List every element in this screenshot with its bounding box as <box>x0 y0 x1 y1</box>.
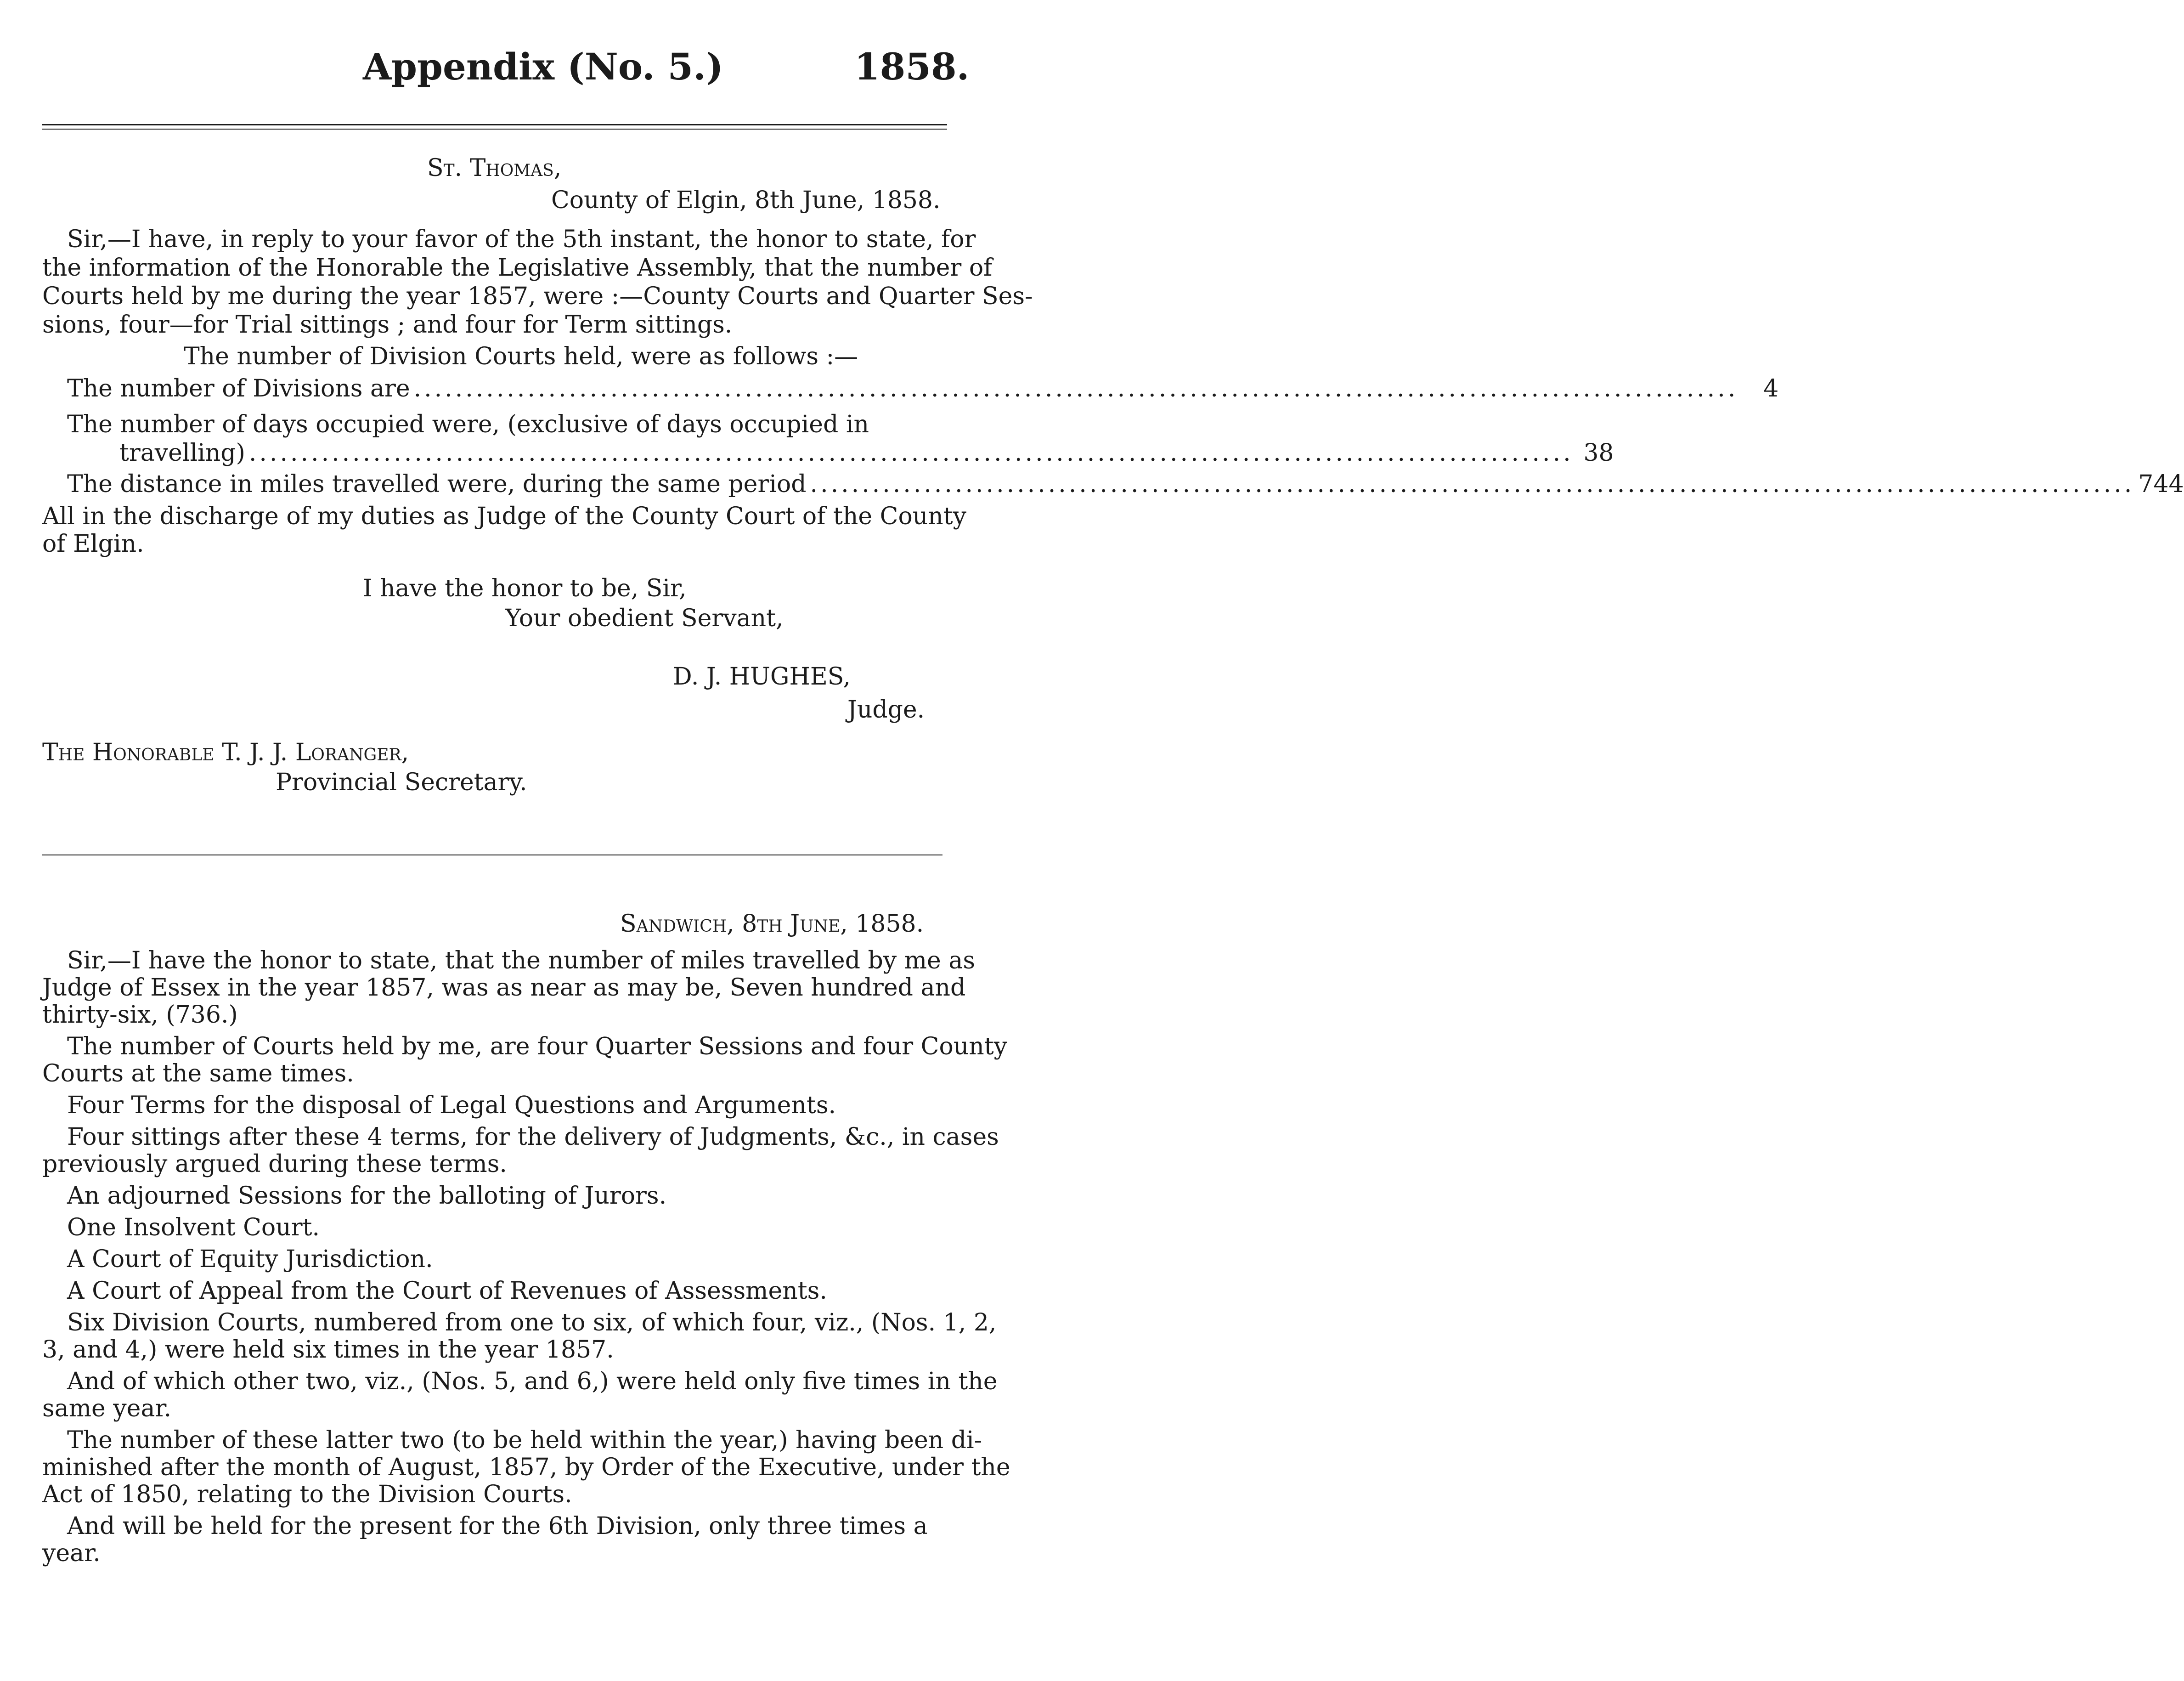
letter2-paragraph-first-line: Four sittings after these 4 terms, for the delivery of Judgments, &c., in cases <box>67 1123 999 1151</box>
letter2-paragraph-line: previously argued during these terms. <box>42 1150 507 1178</box>
letter1-body-line: the information of the Honorable the Legislative Assembly, that the number of <box>42 254 993 282</box>
page-year: 1858. <box>854 45 970 88</box>
division-intro: The number of Division Courts held, were as follows :— <box>184 343 858 370</box>
stat-label: travelling) <box>119 439 245 467</box>
appendix-title: Appendix (No. 5.) <box>363 45 723 88</box>
letter2-paragraph-first-line: The number of these latter two (to be held within the year,) having been di- <box>67 1426 982 1454</box>
stat-label: The distance in miles travelled were, during the same period <box>67 470 807 498</box>
closing-line: of Elgin. <box>42 530 144 558</box>
addressee: The Honorable T. J. J. Loranger, <box>42 739 409 766</box>
letter2-paragraph-line: thirty-six, (736.) <box>42 1001 238 1029</box>
letter2-paragraph-line: minished after the month of August, 1857, by Order of the Executive, under the <box>42 1454 1010 1481</box>
letter2-paragraph-line: Courts at the same times. <box>42 1060 354 1087</box>
letter1-body-line: Courts held by me during the year 1857, were :—County Courts and Quarter Ses- <box>42 283 1033 310</box>
letter2-paragraph-line: Act of 1850, relating to the Division Courts. <box>42 1481 572 1508</box>
stat-value: 38 <box>1583 439 1614 467</box>
letter2-paragraph-first-line: The number of Courts held by me, are four Quarter Sessions and four County <box>67 1033 1008 1060</box>
letter2-paragraph-first-line: An adjourned Sessions for the balloting of Jurors. <box>67 1182 667 1210</box>
letter1-body-line: sions, four—for Trial sittings ; and four for Term sittings. <box>42 311 733 339</box>
letter2-paragraph-first-line: A Court of Equity Jurisdiction. <box>67 1245 433 1273</box>
stat-row-divisions <box>67 374 1779 403</box>
letter1-dateline: County of Elgin, 8th June, 1858. <box>551 187 941 214</box>
stat-value: 4 <box>1763 375 1779 402</box>
letter2-paragraph-first-line: Four Terms for the disposal of Legal Questions and Arguments. <box>67 1092 836 1119</box>
leader-dots: ................................................................................................................................ <box>248 439 1574 467</box>
letter1-body-line: Sir,—I have, in reply to your favor of the 5th instant, the honor to state, for <box>67 226 976 253</box>
letter2-paragraph-line: same year. <box>42 1395 172 1422</box>
closing-line: All in the discharge of my duties as Judge of the County Court of the County <box>42 503 967 530</box>
letter2-paragraph-first-line: A Court of Appeal from the Court of Revenues of Assessments. <box>67 1277 827 1305</box>
stat-row-days <box>119 439 1614 467</box>
salutation: I have the honor to be, Sir, <box>363 575 687 602</box>
header-rule-top <box>42 124 947 125</box>
signature-name: D. J. HUGHES, <box>673 663 851 691</box>
letter2-paragraph-first-line: Sir,—I have the honor to state, that the number of miles travelled by me as <box>67 947 976 974</box>
letter2-paragraph-first-line: And of which other two, viz., (Nos. 5, and 6,) were held only five times in the <box>67 1368 998 1395</box>
signature-title: Judge. <box>847 696 925 724</box>
stat-label: The number of Divisions are <box>67 375 410 402</box>
letter2-paragraph-first-line: One Insolvent Court. <box>67 1214 320 1241</box>
leader-dots: ................................................................................................................................ <box>413 375 1738 402</box>
salutation-servant: Your obedient Servant, <box>505 605 784 632</box>
header-rule-bottom <box>42 129 947 130</box>
letter2-paragraph-line: 3, and 4,) were held six times in the year 1857. <box>42 1336 614 1364</box>
letter2-dateline: Sandwich, 8th June, 1858. <box>620 910 924 938</box>
stat-label-line1: The number of days occupied were, (exclusive of days occupied in <box>67 411 869 438</box>
letter2-paragraph-line: year. <box>42 1540 101 1567</box>
stat-value: 744 <box>2138 470 2184 498</box>
letter1-place: St. Thomas, <box>427 154 562 182</box>
addressee-title: Provincial Secretary. <box>276 769 527 796</box>
stat-row-distance <box>67 470 2184 498</box>
letter2-paragraph-line: Judge of Essex in the year 1857, was as near as may be, Seven hundred and <box>42 974 966 1002</box>
leader-dots: ................................................................................................................................ <box>810 470 2135 498</box>
letter2-paragraph-first-line: Six Division Courts, numbered from one to six, of which four, viz., (Nos. 1, 2, <box>67 1309 997 1336</box>
letter2-paragraph-first-line: And will be held for the present for the 6th Division, only three times a <box>67 1512 928 1540</box>
